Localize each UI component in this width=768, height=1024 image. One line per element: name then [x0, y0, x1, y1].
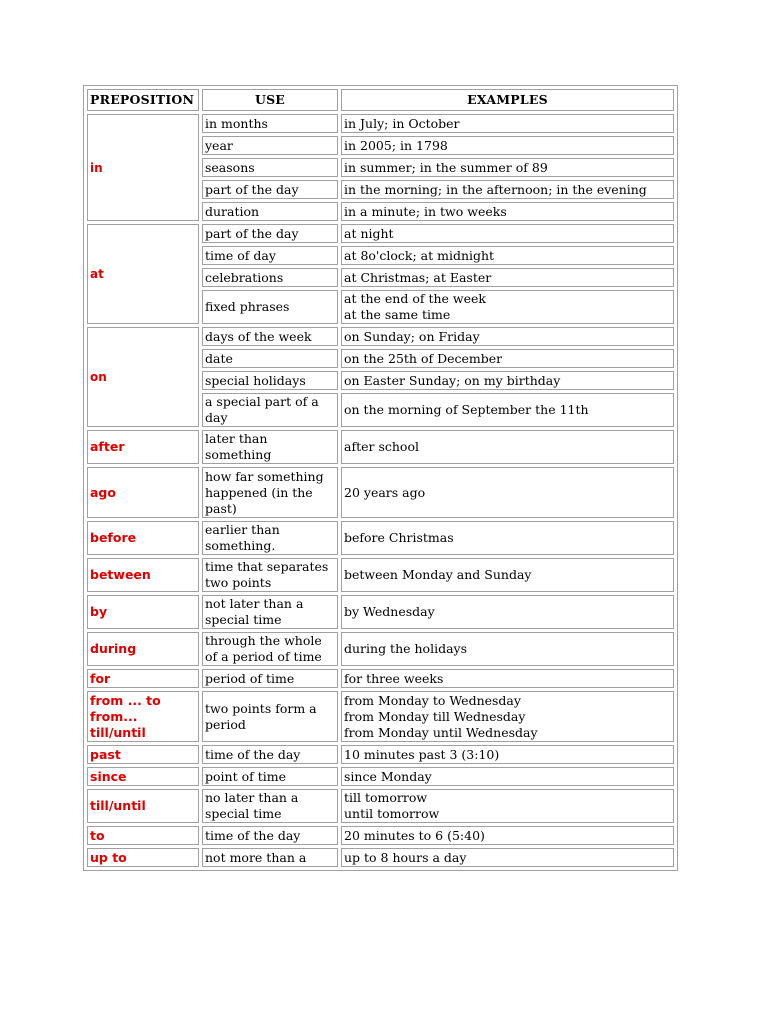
- example-cell: from Monday to Wednesday from Monday till Wednesday from Monday until Wednesday: [341, 691, 674, 742]
- use-cell: later than something: [202, 430, 338, 464]
- table-row: [87, 691, 674, 742]
- preposition-cell: after: [87, 430, 199, 464]
- example-cell: on Sunday; on Friday: [341, 327, 674, 346]
- use-cell: earlier than something.: [202, 521, 338, 555]
- header-preposition: PREPOSITION: [87, 89, 199, 111]
- preposition-cell: past: [87, 745, 199, 764]
- use-cell: duration: [202, 202, 338, 221]
- preposition-cell: on: [87, 327, 199, 427]
- use-cell: time of the day: [202, 826, 338, 845]
- header-examples: EXAMPLES: [341, 89, 674, 111]
- use-cell: part of the day: [202, 224, 338, 243]
- table-row: [87, 521, 674, 555]
- use-cell: time that separates two points: [202, 558, 338, 592]
- example-cell: in 2005; in 1798: [341, 136, 674, 155]
- use-cell: a special part of a day: [202, 393, 338, 427]
- table-row: [87, 826, 674, 845]
- use-cell: period of time: [202, 669, 338, 688]
- table-row: [87, 467, 674, 518]
- preposition-cell: till/until: [87, 789, 199, 823]
- table-row: [87, 114, 674, 133]
- table-row: [87, 632, 674, 666]
- use-cell: time of day: [202, 246, 338, 265]
- preposition-cell: at: [87, 224, 199, 324]
- table-row: [87, 789, 674, 823]
- example-cell: in summer; in the summer of 89: [341, 158, 674, 177]
- preposition-cell: between: [87, 558, 199, 592]
- table-row: [87, 327, 674, 346]
- example-cell: on the morning of September the 11th: [341, 393, 674, 427]
- preposition-cell: up to: [87, 848, 199, 867]
- table-row: [87, 224, 674, 243]
- table-row: [87, 848, 674, 867]
- table-body: [87, 114, 674, 867]
- table-row: [87, 430, 674, 464]
- preposition-cell: to: [87, 826, 199, 845]
- use-cell: not more than a: [202, 848, 338, 867]
- use-cell: not later than a special time: [202, 595, 338, 629]
- use-cell: celebrations: [202, 268, 338, 287]
- use-cell: in months: [202, 114, 338, 133]
- table-row: [87, 595, 674, 629]
- prepositions-of-time-table: [83, 85, 678, 871]
- table-row: [87, 558, 674, 592]
- use-cell: point of time: [202, 767, 338, 786]
- example-cell: between Monday and Sunday: [341, 558, 674, 592]
- example-cell: at 8o'clock; at midnight: [341, 246, 674, 265]
- use-cell: date: [202, 349, 338, 368]
- example-cell: in a minute; in two weeks: [341, 202, 674, 221]
- use-cell: two points form a period: [202, 691, 338, 742]
- example-cell: on the 25th of December: [341, 349, 674, 368]
- table-row: [87, 767, 674, 786]
- use-cell: fixed phrases: [202, 290, 338, 324]
- use-cell: days of the week: [202, 327, 338, 346]
- example-cell: up to 8 hours a day: [341, 848, 674, 867]
- example-cell: till tomorrow until tomorrow: [341, 789, 674, 823]
- example-cell: after school: [341, 430, 674, 464]
- header-row: [87, 89, 674, 111]
- example-cell: at Christmas; at Easter: [341, 268, 674, 287]
- preposition-cell: by: [87, 595, 199, 629]
- example-cell: on Easter Sunday; on my birthday: [341, 371, 674, 390]
- example-cell: by Wednesday: [341, 595, 674, 629]
- example-cell: for three weeks: [341, 669, 674, 688]
- example-cell: 10 minutes past 3 (3:10): [341, 745, 674, 764]
- preposition-cell: for: [87, 669, 199, 688]
- use-cell: time of the day: [202, 745, 338, 764]
- use-cell: how far something happened (in the past): [202, 467, 338, 518]
- preposition-cell: since: [87, 767, 199, 786]
- use-cell: year: [202, 136, 338, 155]
- preposition-cell: ago: [87, 467, 199, 518]
- example-cell: 20 minutes to 6 (5:40): [341, 826, 674, 845]
- use-cell: special holidays: [202, 371, 338, 390]
- use-cell: no later than a special time: [202, 789, 338, 823]
- preposition-cell: from ... to from... till/until: [87, 691, 199, 742]
- example-cell: 20 years ago: [341, 467, 674, 518]
- table-row: [87, 745, 674, 764]
- header-use: USE: [202, 89, 338, 111]
- example-cell: during the holidays: [341, 632, 674, 666]
- use-cell: part of the day: [202, 180, 338, 199]
- preposition-cell: during: [87, 632, 199, 666]
- use-cell: through the whole of a period of time: [202, 632, 338, 666]
- example-cell: since Monday: [341, 767, 674, 786]
- example-cell: in July; in October: [341, 114, 674, 133]
- example-cell: before Christmas: [341, 521, 674, 555]
- example-cell: at the end of the week at the same time: [341, 290, 674, 324]
- preposition-cell: in: [87, 114, 199, 221]
- preposition-cell: before: [87, 521, 199, 555]
- example-cell: in the morning; in the afternoon; in the evening: [341, 180, 674, 199]
- table-row: [87, 669, 674, 688]
- example-cell: at night: [341, 224, 674, 243]
- use-cell: seasons: [202, 158, 338, 177]
